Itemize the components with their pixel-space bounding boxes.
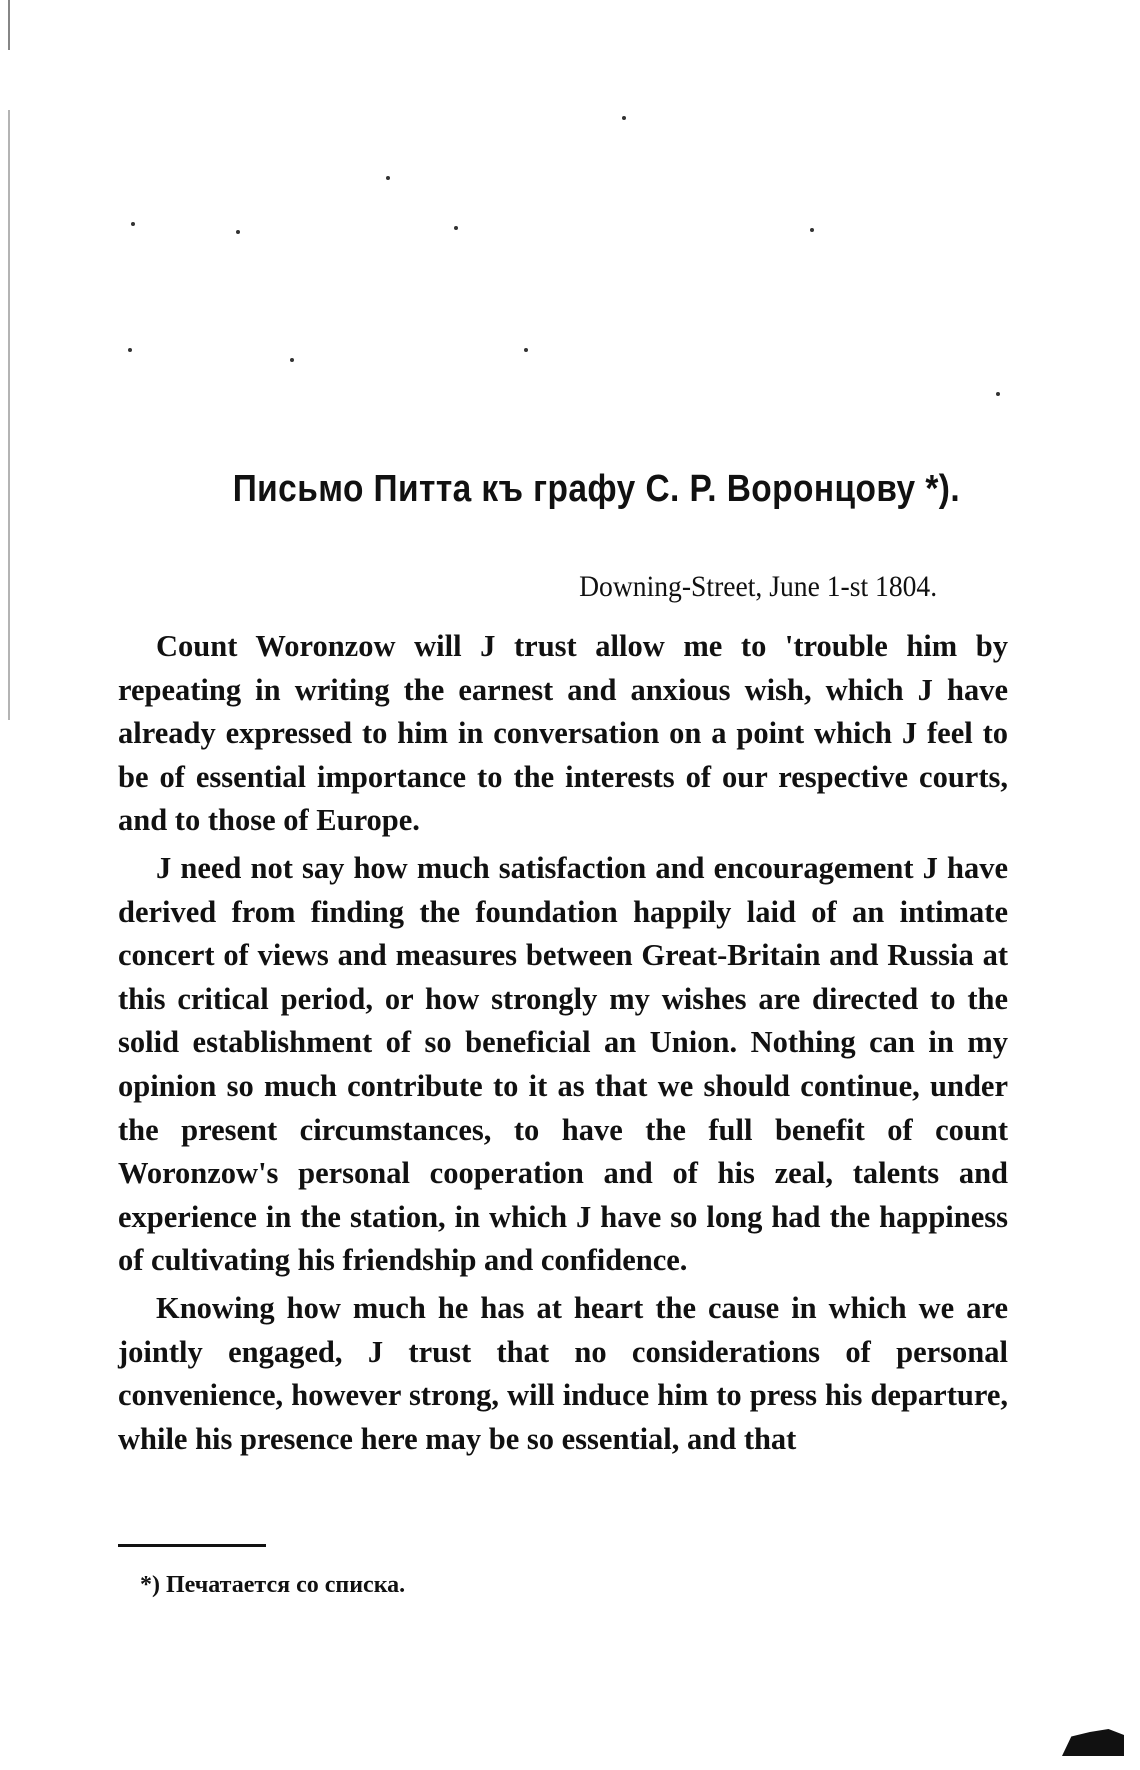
- scan-speck: [128, 348, 132, 352]
- scan-speck: [524, 348, 528, 352]
- scan-speck: [290, 358, 294, 362]
- letter-title-text: Письмо Питта къ графу С. Р. Воронцову *).: [232, 468, 961, 510]
- footnote-divider: [118, 1544, 266, 1547]
- paragraph: J need not say how much satisfaction and encouragement J have derived from finding the foundation happily laid of an intimate concert of views and measures between Great-Britain and Russia at this critical period, or how strongly my wishes are directed to the solid establishment of so beneficial an Union. Nothing can in my opinion so much contribute to it as that we should continue, under the present circumstances, to have the full benefit of count Woronzow's personal cooperation and of his zeal, talents and experience in the station, in which J have so long had the happiness of cultivating his friendship and confidence.: [118, 850, 1008, 1278]
- scan-speck: [386, 176, 390, 180]
- dateline: Downing-Street, June 1-st 1804.: [579, 570, 937, 603]
- scan-speck: [131, 222, 135, 226]
- footnote: *) Печатается со списка.: [140, 1572, 406, 1598]
- scan-speck: [996, 392, 1000, 396]
- letter-title: [68, 468, 1071, 511]
- scan-edge-artifact: [8, 0, 10, 720]
- scan-corner-artifact: [1062, 1726, 1124, 1756]
- letter-body: [118, 625, 1008, 1465]
- scan-speck: [622, 116, 626, 120]
- scan-speck: [810, 228, 814, 232]
- paragraph: Count Woronzow will J trust allow me to 'trouble him by repeating in writing the earnest and anxious wish, which J have already expressed to him in conversation on a point which J feel to be of essential importance to the interests of our respective courts, and to those of Europe.: [118, 629, 1008, 838]
- paragraph: Knowing how much he has at heart the cause in which we are jointly engaged, J trust that no considerations of personal convenience, however strong, will induce him to press his departure, while his presence here may be so essential, and that: [118, 1290, 1008, 1456]
- scan-speck: [454, 226, 458, 230]
- scan-speck: [236, 230, 240, 234]
